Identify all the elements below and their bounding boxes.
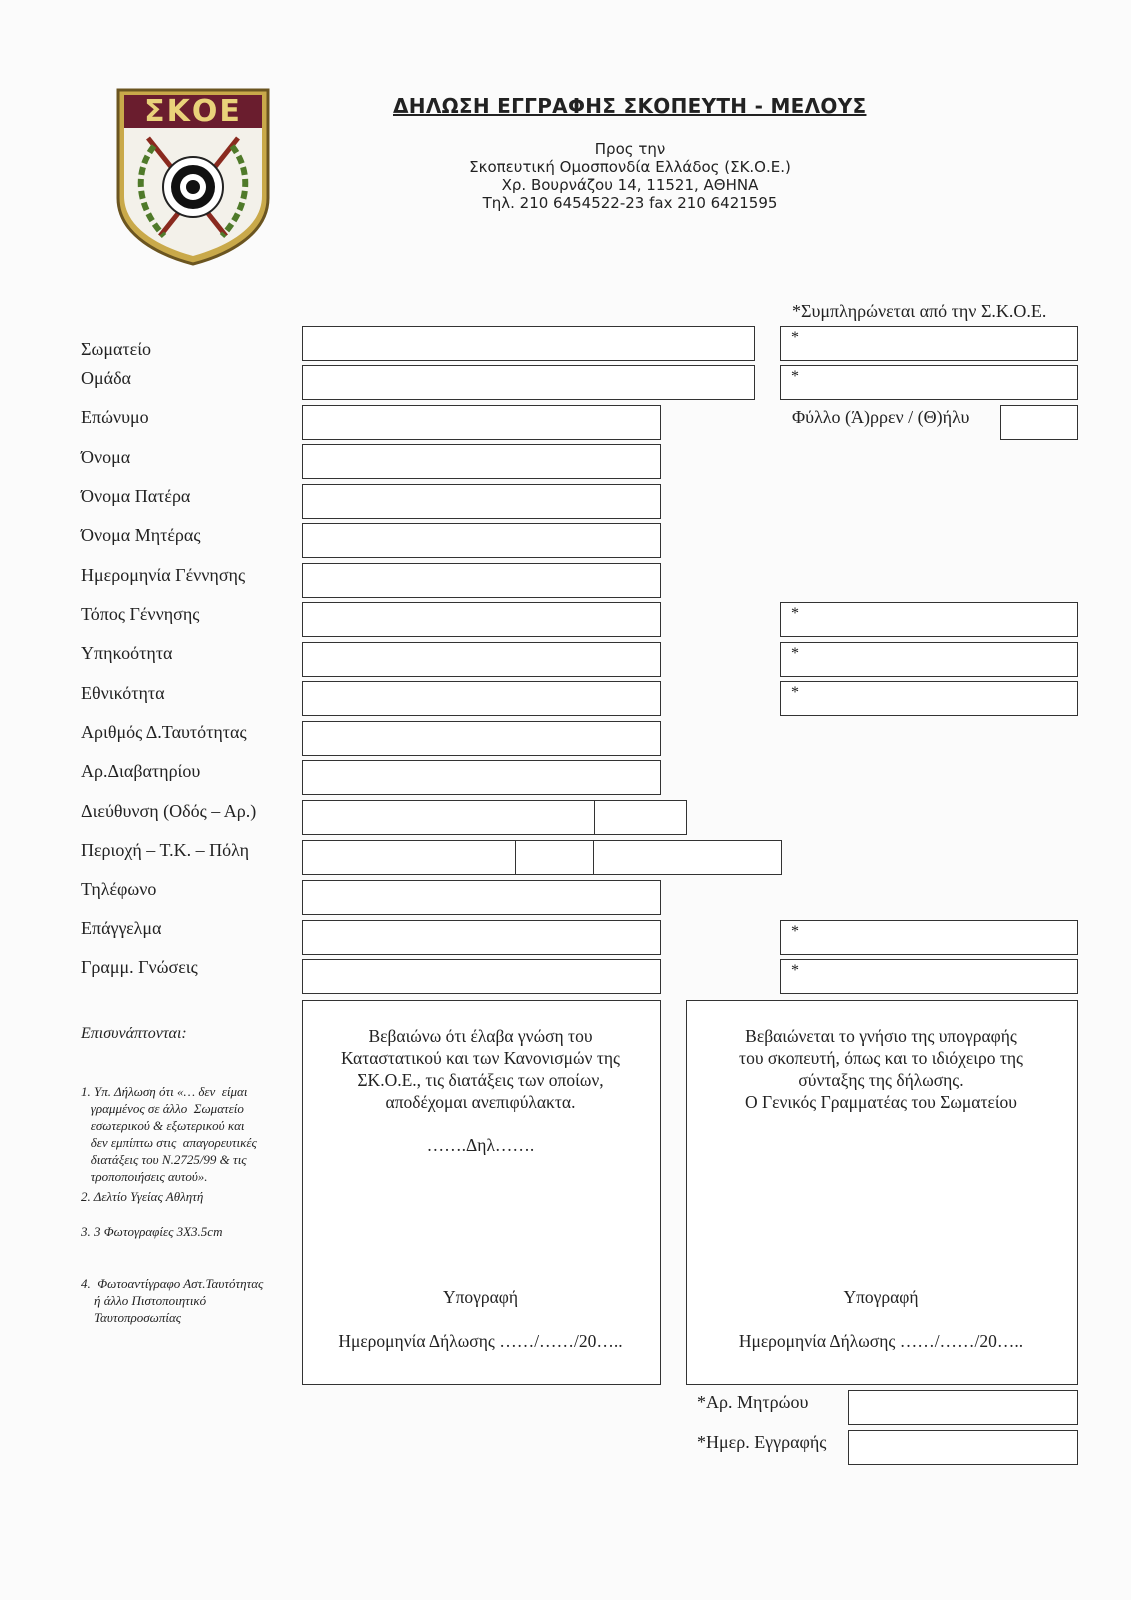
postal-code-field[interactable] [515, 840, 594, 875]
star-mark: * [791, 645, 799, 662]
label-name: Όνομα [81, 447, 131, 467]
phone-field[interactable] [302, 880, 661, 915]
signature-label: Υπογραφή [442, 1287, 519, 1307]
attachment-item-2: 2. Δελτίο Υγείας Αθλητή [81, 1189, 204, 1204]
declaration-box-left [302, 1000, 661, 1385]
address-line: Προς την [594, 140, 666, 158]
label-literacy: Γραμμ. Γνώσεις [81, 957, 198, 977]
label-father-name: Όνομα Πατέρα [81, 486, 191, 506]
star-mark: * [791, 329, 799, 346]
declaration-date: Ημερομηνία Δήλωσης ……/……/20….. [738, 1331, 1024, 1351]
street-field[interactable] [302, 800, 595, 835]
skoe-nationality-field[interactable] [780, 681, 1078, 716]
area-field[interactable] [302, 840, 516, 875]
literacy-field[interactable] [302, 959, 661, 994]
club-field[interactable] [302, 326, 755, 361]
street-number-field[interactable] [594, 800, 687, 835]
skoe-team-field[interactable] [780, 365, 1078, 400]
declaration-box-right [686, 1000, 1078, 1385]
id-number-field[interactable] [302, 721, 661, 756]
label-registry-number: *Αρ. Μητρώου [697, 1392, 809, 1412]
label-surname: Επώνυμο [81, 407, 149, 427]
label-birth-date: Ημερομηνία Γέννησης [81, 565, 246, 585]
label-phone: Τηλέφωνο [81, 879, 157, 899]
star-mark: * [791, 962, 799, 979]
skoe-club-field[interactable] [780, 326, 1078, 361]
skoe-birth-place-field[interactable] [780, 602, 1078, 637]
passport-field[interactable] [302, 760, 661, 795]
star-mark: * [791, 368, 799, 385]
birth-date-field[interactable] [302, 563, 661, 598]
attachment-item-4: 4. Φωτοαντίγραφο Αστ.Ταυτότητας ή άλλο Πιστοποιητικό Ταυτοπροσωπίας [81, 1276, 264, 1325]
label-birth-place: Τόπος Γέννησης [81, 604, 200, 624]
label-nationality: Εθνικότητα [81, 683, 165, 703]
registry-number-field[interactable] [848, 1390, 1078, 1425]
surname-field[interactable] [302, 405, 661, 440]
label-id-number: Αριθμός Δ.Ταυτότητας [81, 722, 247, 742]
star-mark: * [791, 923, 799, 940]
label-sex: Φύλλο (Ά)ρρεν / (Θ)ήλυ [792, 407, 970, 427]
skoe-citizenship-field[interactable] [780, 642, 1078, 677]
birth-place-field[interactable] [302, 602, 661, 637]
form-title: ΔΗΛΩΣΗ ΕΓΓΡΑΦΗΣ ΣΚΟΠΕΥΤΗ - ΜΕΛΟΥΣ [393, 94, 867, 118]
name-field[interactable] [302, 444, 661, 479]
label-citizenship: Υπηκοότητα [81, 643, 173, 663]
declarant-line: …….Δηλ……. [426, 1135, 535, 1155]
citizenship-field[interactable] [302, 642, 661, 677]
registration-date-field[interactable] [848, 1430, 1078, 1465]
father-name-field[interactable] [302, 484, 661, 519]
declaration-date: Ημερομηνία Δήλωσης ……/……/20….. [338, 1331, 623, 1351]
team-field[interactable] [302, 365, 755, 400]
declaration-text: Βεβαιώνω ότι έλαβα γνώση του Καταστατικού και των Κανονισμών της ΣΚ.Ο.Ε., τις διατάξεις των οποίων, αποδέχομαι ανεπιφύλακτα. [341, 1026, 620, 1112]
nationality-field[interactable] [302, 681, 661, 716]
verification-text: Βεβαιώνεται το γνήσιο της υπογραφής του σκοπευτή, όπως και το ιδιόχειρο της σύνταξης της δήλωσης. Ο Γενικός Γραμματέας του Σωματείου [739, 1026, 1023, 1112]
label-club: Σωματείο [81, 339, 152, 359]
attachments-heading: Επισυνάπτονται: [81, 1025, 187, 1042]
svg-text:ΣΚΟΕ: ΣΚΟΕ [144, 94, 242, 129]
address-line: Χρ. Βουρνάζου 14, 11521, ΑΘΗΝΑ [501, 176, 759, 194]
profession-field[interactable] [302, 920, 661, 955]
attachment-item-3: 3. 3 Φωτογραφίες 3Χ3.5cm [81, 1224, 223, 1239]
address-line: Τηλ. 210 6454522-23 fax 210 6421595 [482, 194, 778, 212]
skoe-logo [114, 86, 272, 266]
label-profession: Επάγγελμα [81, 918, 162, 938]
label-passport: Αρ.Διαβατηρίου [81, 761, 201, 781]
skoe-fill-note: *Συμπληρώνεται από την Σ.Κ.Ο.Ε. [792, 301, 1047, 321]
skoe-profession-field[interactable] [780, 920, 1078, 955]
attachment-item-1: 1. Υπ. Δήλωση ότι «… δεν είμαι γραμμένος σε άλλο Σωματείο εσωτερικού & εξωτερικού και δεν εμπίπτω στις απαγορευτικές διατάξεις του Ν.2725/99 & τις τροποποιήσεις αυτού». [81, 1084, 257, 1184]
city-field[interactable] [593, 840, 782, 875]
label-mother-name: Όνομα Μητέρας [81, 525, 201, 545]
address-line: Σκοπευτική Ομοσπονδία Ελλάδος (ΣΚ.Ο.Ε.) [469, 158, 791, 176]
label-registration-date: *Ημερ. Εγγραφής [697, 1432, 827, 1452]
skoe-literacy-field[interactable] [780, 959, 1078, 994]
label-address: Διεύθυνση (Οδός – Αρ.) [81, 801, 257, 821]
label-area: Περιοχή – Τ.Κ. – Πόλη [81, 840, 250, 860]
star-mark: * [791, 684, 799, 701]
signature-label: Υπογραφή [843, 1287, 919, 1307]
label-team: Ομάδα [81, 368, 131, 388]
mother-name-field[interactable] [302, 523, 661, 558]
sex-field[interactable] [1000, 405, 1078, 440]
star-mark: * [791, 605, 799, 622]
